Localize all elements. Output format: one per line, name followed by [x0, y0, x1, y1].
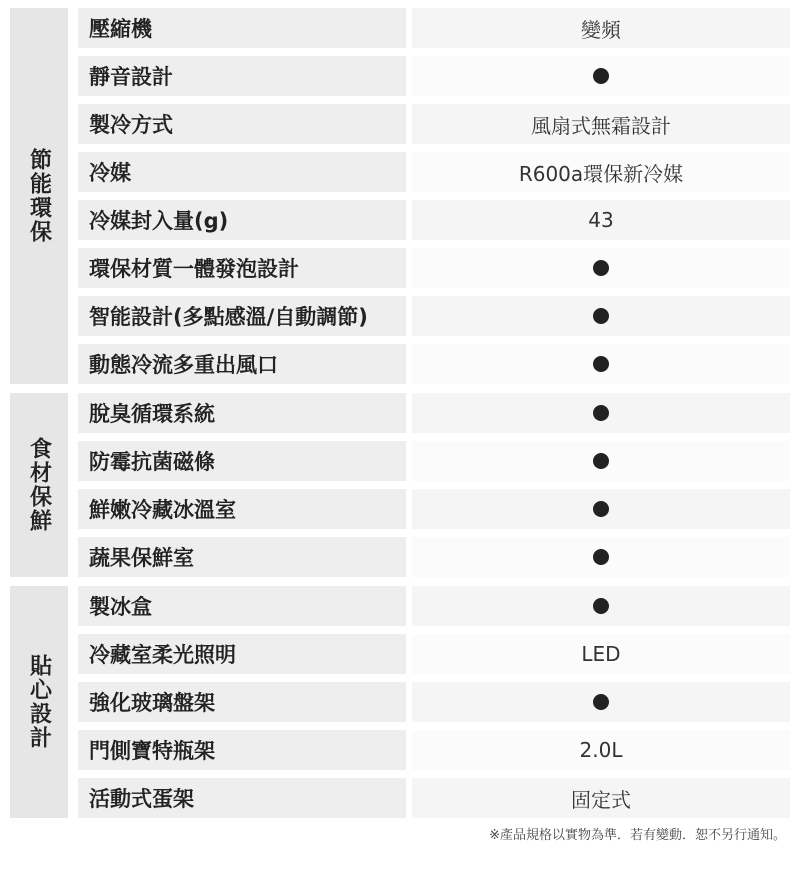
category-label: 貼心設計: [26, 654, 52, 750]
spec-value: LED: [412, 634, 790, 674]
feature-dot-icon: [593, 501, 609, 517]
category-thoughtful-design: [10, 586, 68, 818]
spec-value: [412, 537, 790, 577]
spec-value: 變頻: [412, 8, 790, 48]
spec-value: 2.0L: [412, 730, 790, 770]
category-energy-saving: [10, 8, 68, 384]
spec-label: 活動式蛋架: [78, 778, 406, 818]
spec-value: 固定式: [412, 778, 790, 818]
spec-label: 冷媒封入量(g): [78, 200, 406, 240]
spec-label: 冷媒: [78, 152, 406, 192]
spec-row: [78, 441, 790, 481]
spec-row: [78, 104, 790, 144]
spec-value: [412, 344, 790, 384]
spec-value: [412, 56, 790, 96]
spec-value: 43: [412, 200, 790, 240]
spec-value: [412, 682, 790, 722]
spec-row: [78, 248, 790, 288]
spec-value: [412, 441, 790, 481]
spec-row: [78, 344, 790, 384]
spec-value: [412, 393, 790, 433]
category-label: 食材保鮮: [26, 437, 52, 533]
feature-dot-icon: [593, 260, 609, 276]
feature-dot-icon: [593, 68, 609, 84]
spec-value: [412, 586, 790, 626]
spec-row: [78, 8, 790, 48]
spec-label: 動態冷流多重出風口: [78, 344, 406, 384]
spec-label: 鮮嫩冷藏冰溫室: [78, 489, 406, 529]
feature-dot-icon: [593, 356, 609, 372]
spec-value: 風扇式無霜設計: [412, 104, 790, 144]
spec-label: 環保材質一體發泡設計: [78, 248, 406, 288]
feature-dot-icon: [593, 453, 609, 469]
spec-row: [78, 489, 790, 529]
spec-label: 脫臭循環系統: [78, 393, 406, 433]
spec-row: [78, 152, 790, 192]
spec-label: 製冰盒: [78, 586, 406, 626]
spec-label: 防霉抗菌磁條: [78, 441, 406, 481]
spec-label: 壓縮機: [78, 8, 406, 48]
spec-value: [412, 489, 790, 529]
spec-row: [78, 634, 790, 674]
spec-label: 強化玻璃盤架: [78, 682, 406, 722]
feature-dot-icon: [593, 694, 609, 710]
spec-row: [78, 296, 790, 336]
spec-row: [78, 537, 790, 577]
category-label: 節能環保: [26, 148, 52, 244]
spec-row: [78, 682, 790, 722]
feature-dot-icon: [593, 598, 609, 614]
spec-row: [78, 56, 790, 96]
category-food-preservation: [10, 393, 68, 577]
feature-dot-icon: [593, 405, 609, 421]
spec-row: [78, 730, 790, 770]
spec-row: [78, 778, 790, 818]
spec-row: [78, 393, 790, 433]
spec-row: [78, 200, 790, 240]
spec-value: [412, 296, 790, 336]
spec-row: [78, 586, 790, 626]
spec-label: 靜音設計: [78, 56, 406, 96]
footnote: ※產品規格以實物為準．若有變動．恕不另行通知。: [489, 828, 786, 843]
spec-label: 智能設計(多點感溫/自動調節): [78, 296, 406, 336]
spec-value: [412, 248, 790, 288]
spec-label: 門側寶特瓶架: [78, 730, 406, 770]
feature-dot-icon: [593, 308, 609, 324]
feature-dot-icon: [593, 549, 609, 565]
spec-label: 製冷方式: [78, 104, 406, 144]
spec-label: 蔬果保鮮室: [78, 537, 406, 577]
spec-value: R600a環保新冷媒: [412, 152, 790, 192]
spec-label: 冷藏室柔光照明: [78, 634, 406, 674]
